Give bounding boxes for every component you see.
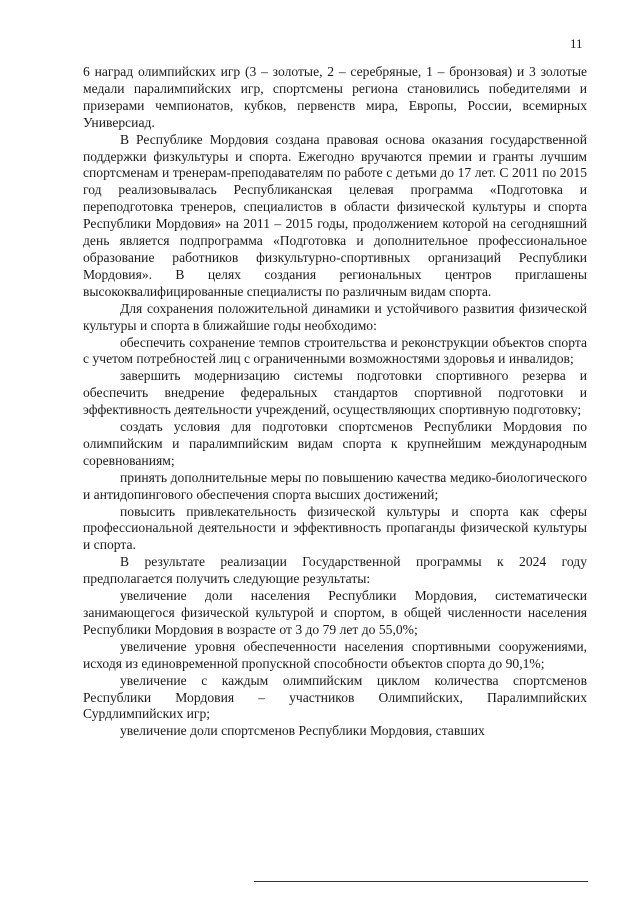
document-body [83, 64, 587, 740]
paragraph: создать условия для подготовки спортсменов Республики Мордовия по олимпийским и паралимпийским видам спорта к крупнейшим международным соревнованиям; [83, 419, 587, 468]
paragraph: завершить модернизацию системы подготовки спортивного резерва и обеспечить внедрение федеральных стандартов спортивной подготовки и эффективность деятельности учреждений, осуществляющих спортивную подготовку; [83, 368, 587, 418]
paragraph: принять дополнительные меры по повышению качества медико-биологического и антидопингового обеспечения спорта высших достижений; [83, 469, 587, 502]
paragraph: увеличение уровня обеспеченности населения спортивными сооружениями, исходя из единовременной пропускной способности объектов спорта до 90,1%; [83, 638, 587, 671]
paragraph: увеличение с каждым олимпийским циклом количества спортсменов Республики Мордовия – участников Олимпийских, Паралимпийских Сурдлимпийских игр; [83, 672, 587, 722]
paragraph: Для сохранения положительной динамики и устойчивого развития физической культуры и спорта в ближайшие годы необходимо: [83, 300, 587, 333]
paragraph: повысить привлекательность физической культуры и спорта как сферы профессиональной деятельности и эффективность пропаганды физической культуры и спорта. [83, 503, 587, 553]
page-number: 11 [570, 36, 583, 51]
paragraph: увеличение доли спортсменов Республики Мордовия, ставших [120, 723, 485, 739]
paragraph: 6 наград олимпийских игр (3 – золотые, 2 – серебряные, 1 – бронзовая) и 3 золотые медали паралимпийских игр, спортсмены региона становились победителями и призерами чемпионатов, кубков, первенств мира, Европы, России, всемирных Универсиад. [83, 64, 587, 130]
paragraph: В результате реализации Государственной программы к 2024 году предполагается получить следующие результаты: [83, 554, 587, 587]
paragraph: В Республике Мордовия создана правовая основа оказания государственной поддержки физкультуры и спорта. Ежегодно вручаются премии и гранты лучшим спортсменам и тренерам-преподавателям по работе с детьми до 17 лет. С 2011 по 2015 год реализовывалась Республиканская целевая программа «Подготовка и переподготовка тренеров, специалистов в области физической культуры и спорта Республики Мордовия» на 2011 – 2015 годы, продолжением которой на сегодняшний день является подпрограмма «Подготовка и дополнительное профессиональное образование работников физкультурно-спортивных организаций Республики Мордовия». В целях создания региональных центров приглашены высококвалифицированные специалисты по различным видам спорта. [83, 131, 587, 299]
paragraph: обеспечить сохранение темпов строительства и реконструкции объектов спорта с учетом потребностей лиц с ограниченными возможностями здоровья и инвалидов; [83, 334, 587, 367]
bottom-divider [254, 881, 588, 882]
paragraph: увеличение доли населения Республики Мордовия, систематически занимающегося физической культурой и спортом, в общей численности населения Республики Мордовия в возрасте от 3 до 79 лет до 55,0%; [83, 588, 587, 637]
